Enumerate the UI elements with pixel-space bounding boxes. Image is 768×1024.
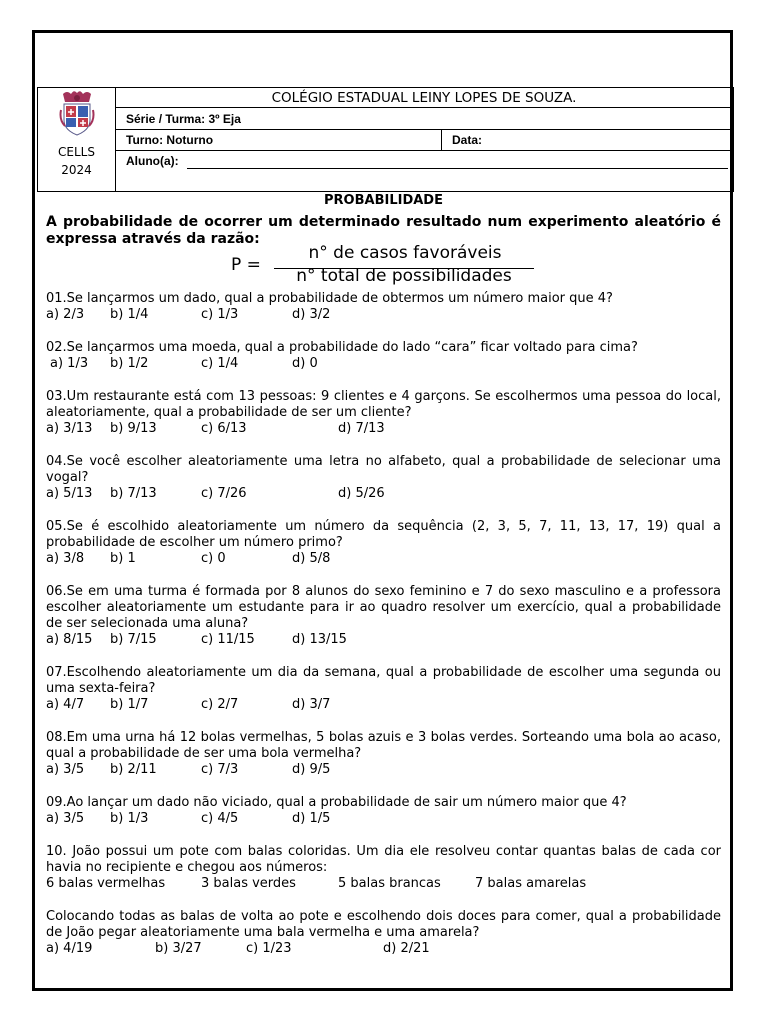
option-a: a) 3/13 xyxy=(46,421,93,436)
school-name: COLÉGIO ESTADUAL LEINY LOPES DE SOUZA. xyxy=(115,87,734,108)
answer-options xyxy=(46,941,721,957)
student-name-row xyxy=(115,150,732,192)
option-b: b) 1/2 xyxy=(110,356,149,371)
option-b: b) 7/13 xyxy=(110,486,157,501)
option-b: b) 7/15 xyxy=(110,632,157,647)
turno-data-row xyxy=(115,129,734,151)
option-b: b) 1 xyxy=(110,551,136,566)
option-a: a) 8/15 xyxy=(46,632,93,647)
option-b: b) 3/27 xyxy=(155,941,202,956)
option-a: a) 3/5 xyxy=(46,811,85,826)
option-d: d) 0 xyxy=(292,356,318,371)
option-a: a) 1/3 xyxy=(50,356,89,371)
option-b: b) 1/3 xyxy=(110,811,149,826)
option-c: c) 1/23 xyxy=(246,941,292,956)
intro-text: A probabilidade de ocorrer um determinado resultado num experimento aleatório é expressa através da razão: xyxy=(46,214,721,247)
option-c: c) 11/15 xyxy=(201,632,255,647)
header-table xyxy=(37,87,734,193)
option-d: d) 1/5 xyxy=(292,811,331,826)
logo-label-cells: CELLS xyxy=(58,145,95,159)
student-name-line xyxy=(187,168,728,169)
option-c: c) 1/3 xyxy=(201,307,239,322)
question-text: 01.Se lançarmos um dado, qual a probabilidade de obtermos um número maior que 4? xyxy=(46,291,613,306)
count-white: 5 balas brancas xyxy=(338,876,441,891)
option-d: d) 5/26 xyxy=(338,486,385,501)
option-b: b) 1/4 xyxy=(110,307,149,322)
option-c: c) 2/7 xyxy=(201,697,239,712)
question-text: 09.Ao lançar um dado não viciado, qual a probabilidade de sair um número maior que 4? xyxy=(46,795,627,810)
count-yellow: 7 balas amarelas xyxy=(475,876,587,891)
option-d: d) 3/2 xyxy=(292,307,331,322)
option-d: d) 13/15 xyxy=(292,632,347,647)
page-title: PROBABILIDADE xyxy=(324,193,443,208)
option-d: d) 2/21 xyxy=(383,941,430,956)
answer-options xyxy=(46,421,721,437)
logo-label-year: 2024 xyxy=(61,163,92,177)
cell-divider xyxy=(441,130,442,151)
question-text: 10. João possui um pote com balas coloridas. Um dia ele resolveu contar quantas balas de cada cor havia no recipiente e chegou aos números: xyxy=(46,844,721,875)
student-name-label: Aluno(a): xyxy=(126,154,179,168)
question-text: 06.Se em uma turma é formada por 8 alunos do sexo feminino e 7 do sexo masculino e a professora escolher aleatoriamente um estudante para ir ao quadro resolver um exercício, qual a probabilidade de ser selecionada uma aluna? xyxy=(46,584,721,631)
candy-counts xyxy=(46,876,721,892)
option-a: a) 4/7 xyxy=(46,697,85,712)
option-d: d) 5/8 xyxy=(292,551,331,566)
option-c: c) 0 xyxy=(201,551,226,566)
question-text: Colocando todas as balas de volta ao pote e escolhendo dois doces para comer, qual a probabilidade de João pegar aleatoriamente uma bala vermelha e uma amarela? xyxy=(46,909,721,940)
option-c: c) 6/13 xyxy=(201,421,247,436)
formula-denominator: n° total de possibilidades xyxy=(296,266,512,286)
option-c: c) 4/5 xyxy=(201,811,239,826)
probability-formula xyxy=(46,243,721,291)
date-field: Data: xyxy=(452,133,483,147)
option-b: b) 2/11 xyxy=(110,762,157,777)
option-b: b) 9/13 xyxy=(110,421,157,436)
answer-options xyxy=(46,697,721,713)
turno-field: Turno: Noturno xyxy=(126,133,214,147)
option-d: d) 3/7 xyxy=(292,697,331,712)
cell-border xyxy=(115,191,734,192)
serie-field: Série / Turma: 3º Eja xyxy=(115,107,734,130)
option-c: c) 7/3 xyxy=(201,762,239,777)
question-text: 07.Escolhendo aleatoriamente um dia da semana, qual a probabilidade de escolher uma segunda ou uma sexta-feira? xyxy=(46,665,721,696)
worksheet-body xyxy=(46,193,721,957)
option-d: d) 7/13 xyxy=(338,421,385,436)
option-a: a) 4/19 xyxy=(46,941,93,956)
option-a: a) 3/5 xyxy=(46,762,85,777)
question-text: 05.Se é escolhido aleatoriamente um número da sequência (2, 3, 5, 7, 11, 13, 17, 19) qual a probabilidade de escolher um número primo? xyxy=(46,519,721,550)
option-b: b) 1/7 xyxy=(110,697,149,712)
option-c: c) 1/4 xyxy=(201,356,239,371)
answer-options xyxy=(46,762,721,778)
formula-numerator: n° de casos favoráveis xyxy=(308,243,502,263)
count-red: 6 balas vermelhas xyxy=(46,876,166,891)
formula-p: P = xyxy=(231,255,261,275)
answer-options xyxy=(46,632,721,648)
option-a: a) 3/8 xyxy=(46,551,85,566)
option-a: a) 2/3 xyxy=(46,307,85,322)
answer-options xyxy=(46,551,721,567)
school-crest-icon xyxy=(59,90,95,136)
answer-options xyxy=(46,486,721,502)
logo-cell xyxy=(37,87,116,192)
option-c: c) 7/26 xyxy=(201,486,247,501)
answer-options xyxy=(46,307,721,323)
answer-options xyxy=(46,811,721,827)
question-text: 04.Se você escolher aleatoriamente uma letra no alfabeto, qual a probabilidade de selecionar uma vogal? xyxy=(46,454,721,485)
option-d: d) 9/5 xyxy=(292,762,331,777)
question-text: 08.Em uma urna há 12 bolas vermelhas, 5 bolas azuis e 3 bolas verdes. Sorteando uma bola ao acaso, qual a probabilidade de ser uma bola vermelha? xyxy=(46,730,721,761)
option-a: a) 5/13 xyxy=(46,486,93,501)
question-text: 02.Se lançarmos uma moeda, qual a probabilidade do lado “cara” ficar voltado para cima? xyxy=(46,340,638,355)
count-green: 3 balas verdes xyxy=(201,876,296,891)
cell-border xyxy=(732,150,734,192)
question-text: 03.Um restaurante está com 13 pessoas: 9 clientes e 4 garçons. Se escolhermos uma pessoa do local, aleatoriamente, qual a probabilidade de ser um cliente? xyxy=(46,389,721,420)
answer-options xyxy=(46,356,721,372)
